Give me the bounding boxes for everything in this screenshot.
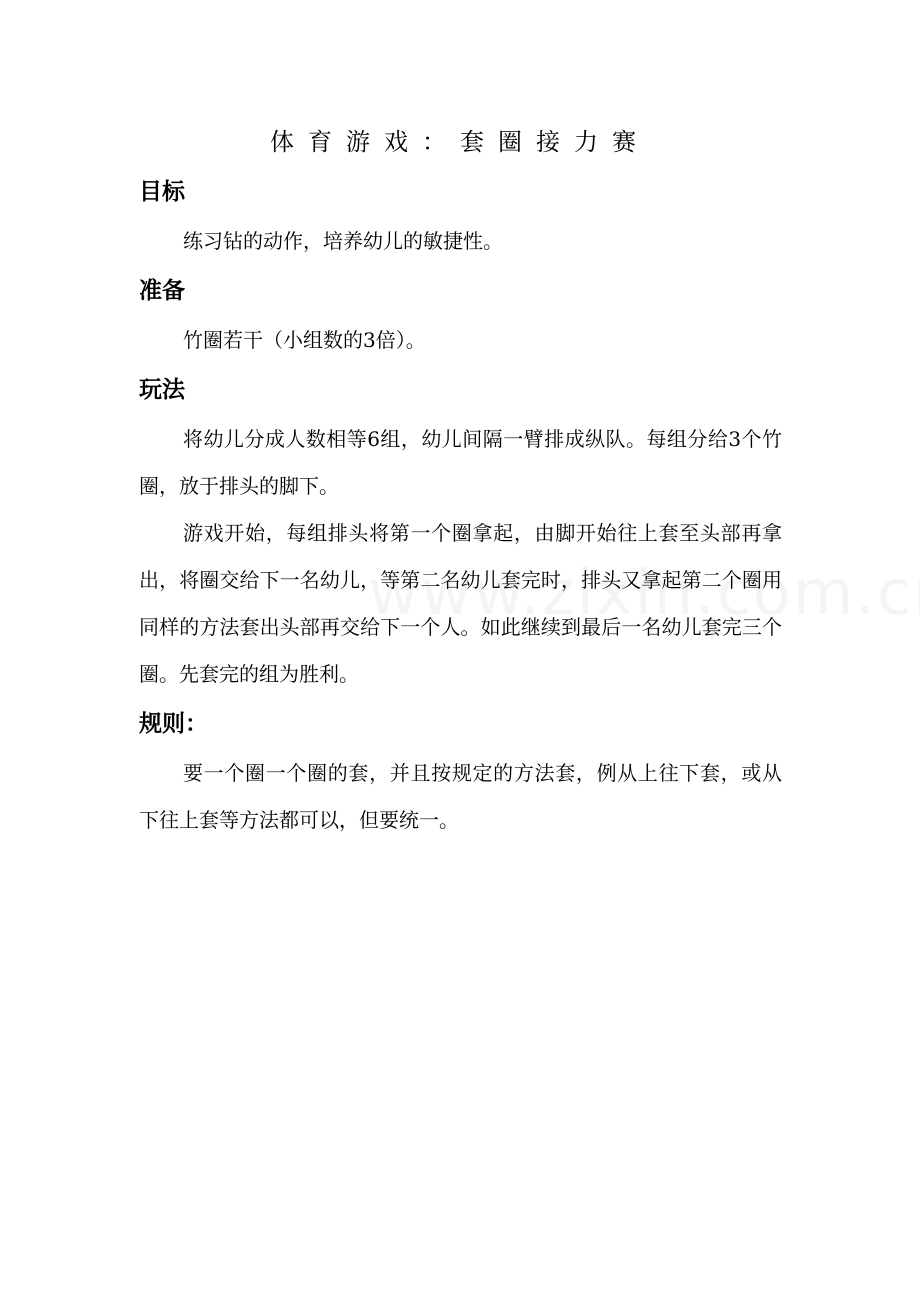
gameplay-paragraph-1: 将幼儿分成人数相等6组，幼儿间隔一臂排成纵队。每组分给3个竹圈，放于排头的脚下。 — [139, 427, 782, 498]
preparation-paragraph: 竹圈若干（小组数的3倍）。 — [183, 328, 426, 352]
document-body — [139, 170, 782, 844]
goal-paragraph: 练习钻的动作，培养幼儿的敏捷性。 — [183, 229, 503, 253]
gameplay-paragraph-2: 游戏开始，每组排头将第一个圈拿起，由脚开始往上套至头部再拿出，将圈交给下一名幼儿，等第二名幼儿套完时，排头又拿起第二个圈用同样的方法套出头部再交给下一个人。如此继续到最后一名幼儿套完三个圈。先套完的组为胜利。 — [139, 521, 782, 686]
section-heading-preparation: 准备 — [139, 278, 185, 304]
section-heading-goal: 目标 — [139, 179, 185, 205]
page-title: 体育游戏：套圈接力赛 — [270, 128, 650, 156]
rules-paragraph: 要一个圈一个圈的套，并且按规定的方法套，例从上往下套，或从下往上套等方法都可以，但要统一。 — [139, 761, 782, 832]
section-heading-gameplay: 玩法 — [139, 377, 185, 403]
section-heading-rules: 规则： — [139, 711, 208, 737]
